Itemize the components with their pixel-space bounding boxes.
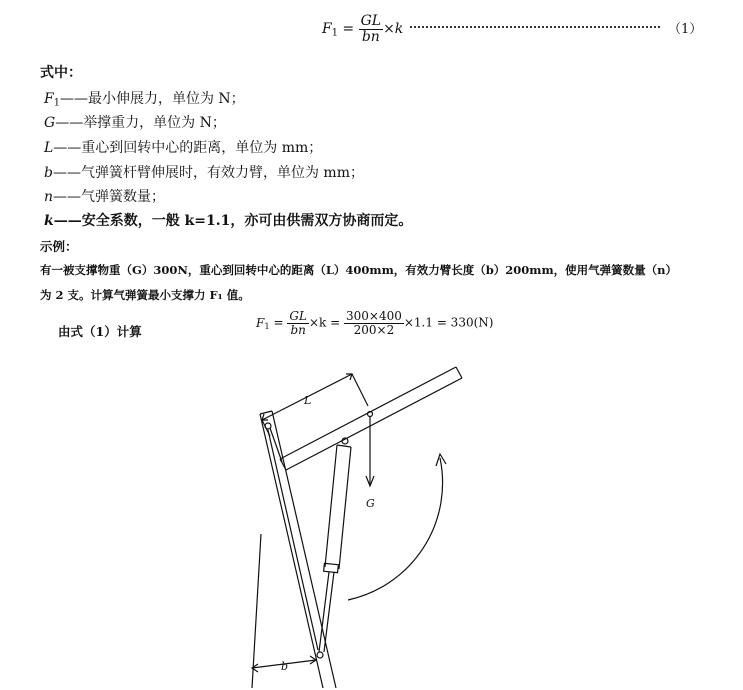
calc-tail: ×1.1 = 330(N) (403, 315, 494, 330)
def-text: ——安全系数，一般 k=1.1，亦可由供需双方协商而定。 (53, 213, 413, 229)
where-title: 式中： (40, 65, 82, 81)
label-L: L (304, 394, 312, 407)
spring-bottom-pivot (317, 652, 323, 658)
def-text: ——举撑重力，单位为 N； (55, 115, 226, 131)
formula-numerator: GL (360, 13, 382, 29)
def-symbol: b (44, 165, 53, 181)
calc-lhs: $F_1$ (256, 315, 270, 331)
def-text: ——气弹簧杆臂伸展时，有效力臂，单位为 mm； (52, 165, 364, 181)
calc-equals: = (273, 315, 284, 330)
example-title: 示例： (40, 239, 78, 254)
formula-lhs: $F_1$ (322, 21, 338, 39)
formula-denominator: bn (361, 28, 380, 45)
equation-number: （1） (668, 22, 703, 37)
def-symbol: G (44, 115, 56, 131)
def-symbol: k (44, 213, 54, 229)
calc-denominator-1: bn (290, 322, 306, 337)
gravity-arrow (366, 412, 374, 487)
calc-numerator-2: 300×400 (345, 309, 402, 323)
dimension-L (262, 374, 368, 436)
label-G: G (366, 497, 375, 510)
lid-arm (280, 367, 462, 470)
example-line-1: 有一被支撑物重（G）300N，重心到回转中心的距离（L）400mm，有效力臂长度（b）200mm，使用气弹簧数量（n） (40, 263, 678, 277)
calc-numerator-1: GL (289, 309, 307, 323)
calc-mid: ×k = (308, 315, 341, 330)
formula-equals: = (342, 21, 355, 38)
calc-label: 由式（1）计算 (58, 324, 142, 339)
def-symbol: $F_1$ (44, 91, 60, 109)
def-symbol: L (44, 140, 54, 156)
rotation-arc (348, 458, 443, 600)
def-text: ——重心到回转中心的距离，单位为 mm； (53, 140, 323, 156)
gas-spring (319, 445, 351, 652)
calc-denominator-2: 200×2 (353, 322, 395, 337)
def-text: ——最小伸展力，单位为 N； (59, 91, 245, 107)
formula-tail: ×k (383, 21, 404, 38)
label-b: b (281, 660, 289, 673)
def-text: ——气弹簧数量； (53, 189, 166, 205)
example-line-2: 为 2 支。计算气弹簧最小支撑力 F₁ 值。 (40, 288, 250, 302)
def-symbol: n (44, 189, 54, 205)
